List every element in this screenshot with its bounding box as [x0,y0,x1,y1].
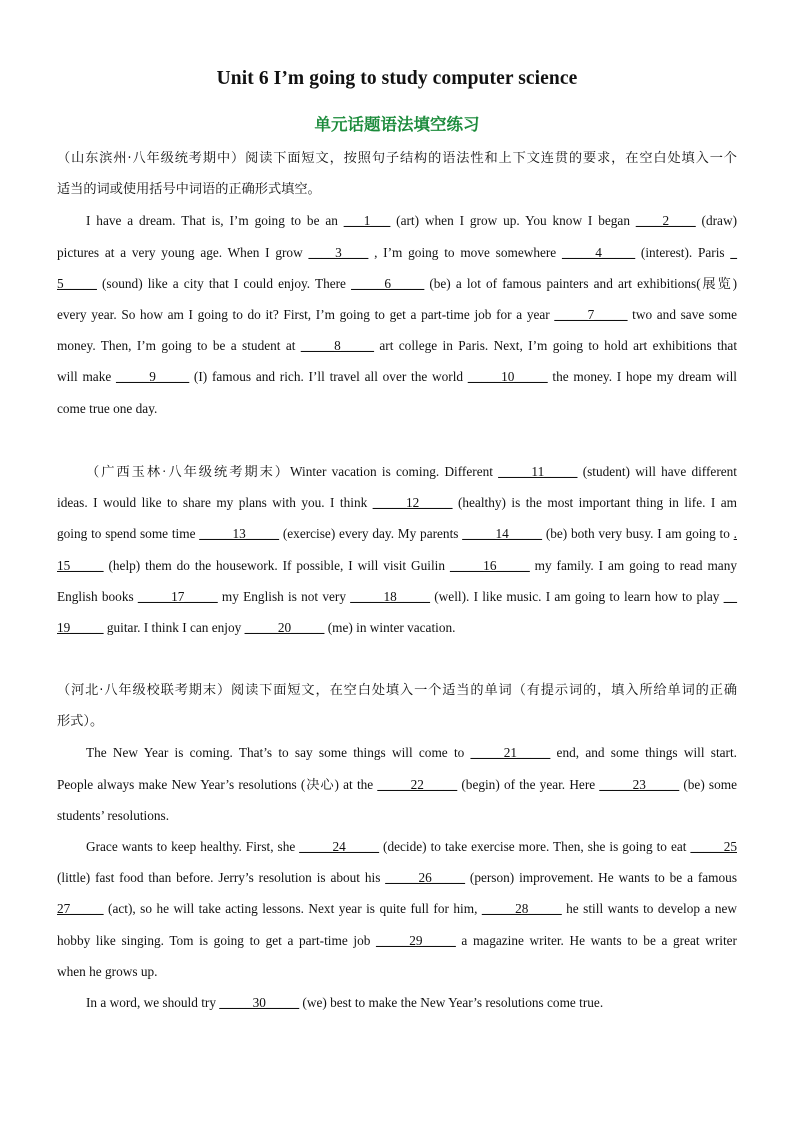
answer-blank[interactable]: __ [723,588,737,604]
answer-blank[interactable]: _____12_____ [372,495,453,511]
answer-blank[interactable]: _____10_____ [467,369,548,385]
answer-blank[interactable]: _____26_____ [385,870,466,886]
page-title: Unit 6 I’m going to study computer science [216,68,578,89]
answer-blank[interactable]: ____3____ [308,244,369,260]
passage-line: students’ resolutions. [57,807,170,823]
passage-line: English books _____17_____ my English is not very _____18_____ (well). I like music. I am going to learn how to play __ [57,588,737,604]
passage-line: pictures at a very young age. When I grow ____3____ , I’m going to move somewhere _____4_____ (interest). Paris _ [57,244,738,260]
passage-line: ideas. I would like to share my plans with you. I think _____12_____ (healthy) is the most important thing in life. I am [57,495,737,511]
passage-line: will make _____9_____ (I) famous and rich. I’ll travel all over the world _____10_____ the money. I hope my dream will [57,369,737,385]
answer-blank[interactable]: _____11_____ [498,464,578,479]
passage-line: 15_____ (help) them do the housework. If possible, I will visit Guilin _____16_____ my family. I am going to read many [57,557,737,573]
passage-line: 5_____ (sound) like a city that I could enjoy. There _____6_____ (be) a lot of famous painters and art exhibitions(展览) [57,275,737,291]
passage-line: 适当的词或使用括号中词语的正确形式填空。 [57,182,321,198]
answer-blank[interactable]: ____2____ [635,213,696,229]
passage-line: 19_____ guitar. I think I can enjoy _____20_____ (me) in winter vacation. [57,619,456,635]
answer-blank[interactable]: _____21_____ [470,745,551,761]
passage-line: （广西玉林·八年级统考期末）Winter vacation is coming. Different _____11_____ (student) will have different [86,464,737,479]
passage-line: 形式）。 [57,714,104,730]
answer-blank[interactable]: 27_____ [57,901,104,917]
answer-blank[interactable]: _____7_____ [554,306,628,322]
passage-line: I have a dream. That is, I’m going to be an ___1___ (art) when I grow up. You know I began ____2____ (draw) [86,213,737,229]
passage-2 [57,456,737,643]
passage-line: every year. So how am I going to do it? First, I’m going to get a part-time job for a year _____7_____ two and save some [57,306,737,322]
passage-line: In a word, we should try _____30_____ (we) best to make the New Year’s resolutions come true. [86,994,604,1010]
passage-line: （河北·八年级校联考期末）阅读下面短文，在空白处填入一个适当的单词（有提示词的，填入所给单词的正确 [57,683,738,698]
answer-blank[interactable]: _____30_____ [219,994,300,1010]
page-subtitle: 单元话题语法填空练习 [314,115,480,134]
answer-blank[interactable]: _____14_____ [462,526,543,542]
answer-blank[interactable]: _____18_____ [350,588,431,604]
answer-blank[interactable]: _____24_____ [299,838,380,854]
passage-line: going to spend some time _____13_____ (exercise) every day. My parents _____14_____ (be) both very busy. I am going to . [57,526,737,542]
answer-blank[interactable]: _____6_____ [351,275,425,291]
answer-blank[interactable]: _ [730,244,738,260]
answer-blank[interactable]: _____16_____ [449,557,530,573]
answer-blank[interactable]: _____23_____ [599,776,680,792]
answer-blank[interactable]: 19_____ [57,619,104,635]
passage-3 [57,675,737,1018]
answer-blank[interactable]: _____29_____ [376,932,456,948]
answer-blank[interactable]: 15_____ [57,557,104,573]
passage-line: Grace wants to keep healthy. First, she _____24_____ (decide) to take exercise more. Then, she is going to eat _____25 [86,838,737,854]
answer-blank[interactable]: _____4_____ [561,244,636,260]
passage-line: The New Year is coming. That’s to say some things will come to _____21_____ end, and some things will start. [86,745,737,761]
answer-blank[interactable]: _____28_____ [481,901,562,917]
passage-1 [57,143,737,424]
passage-line: People always make New Year’s resolutions (决心) at the _____22_____ (begin) of the year. Here _____23_____ (be) some [57,776,738,792]
passage-line: 27_____ (act), so he will take acting lessons. Next year is quite full for him, _____28_____ he still wants to develop a new [57,901,737,917]
passage-line: （山东滨州·八年级统考期中）阅读下面短文，按照句子结构的语法性和上下文连贯的要求，在空白处填入一个 [57,151,737,166]
answer-blank[interactable]: _____25 [690,838,737,854]
answer-blank[interactable]: _____22_____ [377,776,458,792]
answer-blank[interactable]: _____20_____ [244,619,325,635]
answer-blank[interactable]: . [733,526,737,542]
answer-blank[interactable]: _____8_____ [300,338,374,354]
passage-line: when he grows up. [57,963,158,979]
answer-blank[interactable]: _____9_____ [116,369,190,385]
passage-line: (little) fast food than before. Jerry’s resolution is about his _____26_____ (person) improvement. He wants to be a famous [57,870,737,886]
answer-blank[interactable]: ___1___ [343,213,391,229]
passage-line: money. Then, I’m going to be a student at _____8_____ art college in Paris. Next, I’m going to hold art exhibitions that [57,338,738,354]
answer-blank[interactable]: _____13_____ [199,526,280,542]
answer-blank[interactable]: _____17_____ [137,588,218,604]
passage-line: come true one day. [57,400,158,416]
passage-line: hobby like singing. Tom is going to get a part-time job _____29_____ a magazine writer. He wants to be a great writer [57,932,737,948]
answer-blank[interactable]: 5_____ [57,275,97,291]
